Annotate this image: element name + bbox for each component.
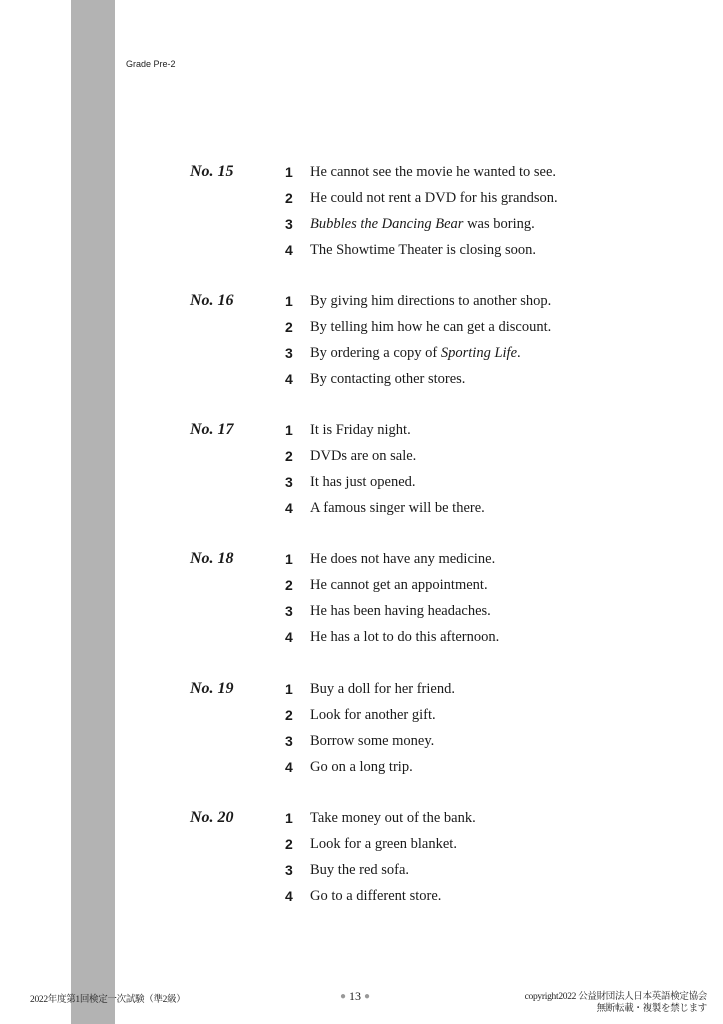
choice-number: 2 xyxy=(285,448,293,464)
question-20 xyxy=(0,809,723,913)
choice-number: 3 xyxy=(285,345,293,361)
choice xyxy=(0,473,723,493)
page-number-block xyxy=(340,989,370,1004)
choice xyxy=(0,447,723,467)
choice-number: 1 xyxy=(285,551,293,567)
choice-number: 3 xyxy=(285,733,293,749)
choice-text: By giving him directions to another shop. xyxy=(310,293,552,309)
choice-text xyxy=(310,344,521,362)
choice xyxy=(0,421,723,441)
choice-text: Look for another gift. xyxy=(310,707,436,723)
choice xyxy=(0,550,723,570)
choice xyxy=(0,758,723,778)
choice-text: DVDs are on sale. xyxy=(310,448,417,464)
question-number: No. 16 xyxy=(190,292,234,309)
copyright-block xyxy=(525,991,707,1015)
choice-number: 3 xyxy=(285,216,293,232)
choice xyxy=(0,241,723,261)
choice xyxy=(0,680,723,700)
choice xyxy=(0,163,723,183)
choice-number: 4 xyxy=(285,759,293,775)
choice-text: Look for a green blanket. xyxy=(310,836,457,852)
title-italic: Sporting Life xyxy=(440,345,518,361)
choice-text: Go on a long trip. xyxy=(310,759,413,775)
copyright: copyright2022 公益財団法人日本英語検定協会 xyxy=(524,992,707,1002)
choice-text: Go to a different store. xyxy=(310,888,442,904)
choice-text: Borrow some money. xyxy=(310,733,435,749)
choice-text: He has been having headaches. xyxy=(310,603,491,619)
choice-number: 2 xyxy=(285,707,293,723)
question-number: No. 15 xyxy=(190,163,234,180)
choice-text: He could not rent a DVD for his grandson. xyxy=(310,190,558,206)
choice-text: He cannot get an appointment. xyxy=(310,577,488,593)
choice-number: 3 xyxy=(285,474,293,490)
choice-number: 4 xyxy=(285,371,293,387)
choice-number: 2 xyxy=(285,836,293,852)
exam-title: 2022年度第1回検定一次試験（準2級） xyxy=(30,995,186,1005)
choice-text: He cannot see the movie he wanted to see. xyxy=(310,164,557,180)
question-number: No. 20 xyxy=(190,809,234,826)
choice xyxy=(0,215,723,235)
choice xyxy=(0,602,723,622)
choice-number: 3 xyxy=(285,862,293,878)
bullet-icon: ● xyxy=(364,991,371,1002)
choice xyxy=(0,835,723,855)
choice-number: 1 xyxy=(285,293,293,309)
choice-text: By telling him how he can get a discount. xyxy=(310,319,552,335)
choice-text: The Showtime Theater is closing soon. xyxy=(310,242,537,258)
question-16 xyxy=(0,292,723,396)
choice xyxy=(0,292,723,312)
title-italic: Bubbles the Dancing Bear xyxy=(310,216,464,232)
choice-text: He has a lot to do this afternoon. xyxy=(310,629,500,645)
choice xyxy=(0,318,723,338)
choice xyxy=(0,189,723,209)
bullet-icon: ● xyxy=(340,991,347,1002)
choice xyxy=(0,628,723,648)
choice-number: 2 xyxy=(285,319,293,335)
choice xyxy=(0,732,723,752)
page-number: 13 xyxy=(349,989,362,1003)
question-number: No. 18 xyxy=(190,550,234,567)
question-18 xyxy=(0,550,723,654)
choice-text: It has just opened. xyxy=(310,474,416,490)
choice-number: 1 xyxy=(285,164,293,180)
choice-text xyxy=(310,215,535,233)
choice-number: 1 xyxy=(285,810,293,826)
choice-number: 1 xyxy=(285,422,293,438)
choice xyxy=(0,576,723,596)
choice-number: 2 xyxy=(285,190,293,206)
choice-number: 1 xyxy=(285,681,293,697)
choice xyxy=(0,706,723,726)
choice-text: A famous singer will be there. xyxy=(310,500,485,516)
grade-label: Grade Pre-2 xyxy=(126,59,176,69)
choice-number: 4 xyxy=(285,242,293,258)
choice xyxy=(0,344,723,364)
question-17 xyxy=(0,421,723,525)
choice-text-before: By ordering a copy of xyxy=(310,345,441,361)
choice xyxy=(0,370,723,390)
choice-text-after: . xyxy=(517,345,521,361)
choice-text: By contacting other stores. xyxy=(310,371,466,387)
question-number: No. 17 xyxy=(190,421,234,438)
choice xyxy=(0,809,723,829)
question-19 xyxy=(0,680,723,784)
choice xyxy=(0,887,723,907)
choice-number: 4 xyxy=(285,629,293,645)
choice-number: 4 xyxy=(285,888,293,904)
choice-text: He does not have any medicine. xyxy=(310,551,496,567)
question-15 xyxy=(0,163,723,267)
choice-text: Buy the red sofa. xyxy=(310,862,410,878)
choice-text: Take money out of the bank. xyxy=(310,810,476,826)
choice-text-after: was boring. xyxy=(463,216,535,232)
choice-number: 4 xyxy=(285,500,293,516)
question-number: No. 19 xyxy=(190,680,234,697)
choice xyxy=(0,499,723,519)
choice-number: 2 xyxy=(285,577,293,593)
choice-number: 3 xyxy=(285,603,293,619)
choice-text: Buy a doll for her friend. xyxy=(310,681,455,697)
choice xyxy=(0,861,723,881)
choice-text: It is Friday night. xyxy=(310,422,411,438)
reproduction-notice: 無断転載・複製を禁じます xyxy=(596,1004,707,1014)
